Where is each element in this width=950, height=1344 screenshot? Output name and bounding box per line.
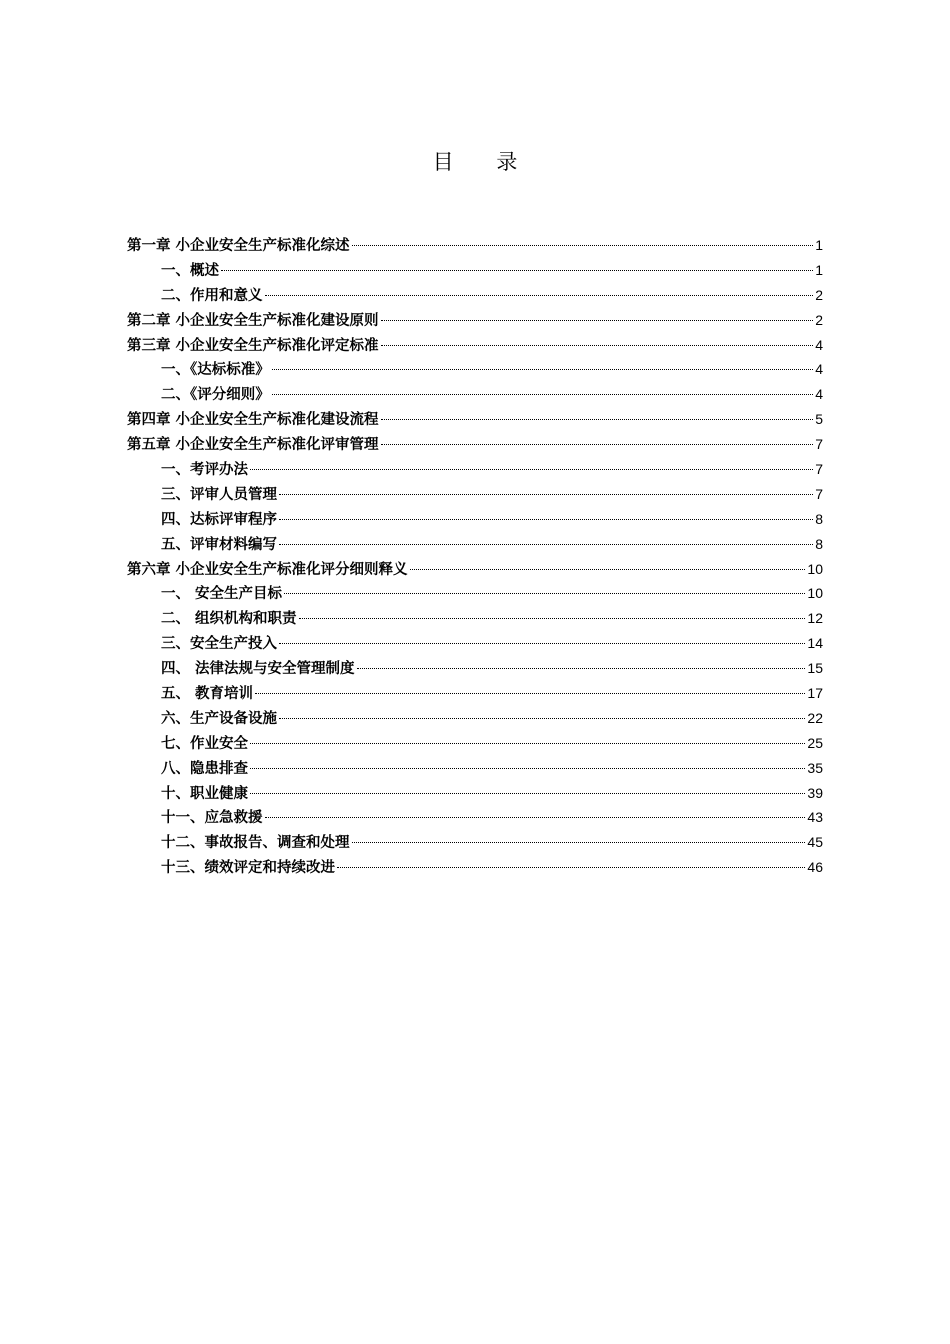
page-title: 目 录: [432, 150, 536, 174]
toc-dot-leader: [255, 693, 805, 694]
toc-dot-leader: [357, 668, 806, 669]
toc-page-number: 10: [807, 585, 823, 602]
toc-page-number: 10: [807, 560, 823, 577]
toc-entry-title: 二、作用和意义: [161, 287, 263, 304]
toc-page-number: 45: [807, 834, 823, 851]
toc-page-number: 39: [807, 784, 823, 801]
toc-entry-title: 十、职业健康: [161, 785, 248, 802]
toc-section-entry[interactable]: [127, 258, 823, 283]
toc-chapter-entry[interactable]: [127, 432, 823, 457]
toc-section-entry[interactable]: [127, 805, 823, 830]
toc-dot-leader: [299, 618, 806, 619]
table-of-contents: [127, 233, 823, 880]
toc-dot-leader: [279, 718, 805, 719]
toc-page-number: 4: [815, 336, 823, 353]
toc-entry-title: 十二、事故报告、调查和处理: [161, 835, 350, 852]
toc-entry-title: 五、评审材料编写: [161, 536, 277, 553]
toc-dot-leader: [221, 270, 813, 271]
toc-entry-title: 十一、应急救援: [161, 810, 263, 827]
toc-entry-title: 一、概述: [161, 262, 219, 279]
toc-page-number: 2: [815, 286, 823, 303]
toc-page-number: 8: [815, 510, 823, 527]
toc-dot-leader: [279, 544, 813, 545]
toc-page-number: 7: [815, 436, 823, 453]
toc-dot-leader: [352, 842, 806, 843]
toc-page-number: 25: [807, 734, 823, 751]
toc-section-entry[interactable]: [127, 457, 823, 482]
toc-dot-leader: [250, 469, 813, 470]
toc-entry-title: 一、 安全生产目标: [161, 586, 283, 603]
toc-section-entry[interactable]: [127, 830, 823, 855]
toc-section-entry[interactable]: [127, 731, 823, 756]
toc-section-entry[interactable]: [127, 631, 823, 656]
toc-chapter-entry[interactable]: [127, 308, 823, 333]
toc-page-number: 7: [815, 485, 823, 502]
toc-section-entry[interactable]: [127, 382, 823, 407]
toc-section-entry[interactable]: [127, 681, 823, 706]
toc-entry-title: 七、作业安全: [161, 735, 248, 752]
toc-entry-title: 五、 教育培训: [161, 686, 254, 703]
toc-page-number: 2: [815, 311, 823, 328]
toc-section-entry[interactable]: [127, 706, 823, 731]
toc-dot-leader: [337, 867, 805, 868]
toc-section-entry[interactable]: [127, 581, 823, 606]
toc-entry-title: 第四章 小企业安全生产标准化建设流程: [127, 412, 379, 429]
toc-dot-leader: [272, 394, 813, 395]
toc-chapter-entry[interactable]: [127, 233, 823, 258]
toc-page-number: 12: [807, 610, 823, 627]
toc-section-entry[interactable]: [127, 756, 823, 781]
toc-section-entry[interactable]: [127, 656, 823, 681]
toc-entry-title: 第二章 小企业安全生产标准化建设原则: [127, 312, 379, 329]
toc-dot-leader: [381, 320, 814, 321]
toc-entry-title: 六、生产设备设施: [161, 710, 277, 727]
toc-entry-title: 三、安全生产投入: [161, 636, 277, 653]
toc-dot-leader: [250, 793, 805, 794]
toc-entry-title: 第五章 小企业安全生产标准化评审管理: [127, 437, 379, 454]
toc-dot-leader: [284, 593, 805, 594]
toc-dot-leader: [265, 817, 806, 818]
toc-chapter-entry[interactable]: [127, 333, 823, 358]
toc-entry-title: 第六章 小企业安全生产标准化评分细则释义: [127, 561, 408, 578]
toc-entry-title: 第三章 小企业安全生产标准化评定标准: [127, 337, 379, 354]
toc-dot-leader: [381, 345, 814, 346]
toc-section-entry[interactable]: [127, 482, 823, 507]
toc-dot-leader: [250, 768, 805, 769]
toc-dot-leader: [352, 245, 814, 246]
toc-page-number: 8: [815, 535, 823, 552]
toc-section-entry[interactable]: [127, 606, 823, 631]
toc-page-number: 14: [807, 635, 823, 652]
toc-page-number: 5: [815, 411, 823, 428]
toc-page-number: 15: [807, 660, 823, 677]
toc-entry-title: 四、 法律法规与安全管理制度: [161, 661, 355, 678]
toc-dot-leader: [279, 643, 805, 644]
toc-dot-leader: [279, 494, 813, 495]
toc-page-number: 4: [815, 386, 823, 403]
toc-dot-leader: [410, 569, 806, 570]
toc-page-number: 22: [807, 709, 823, 726]
toc-page-number: 4: [815, 361, 823, 378]
toc-section-entry[interactable]: [127, 507, 823, 532]
toc-chapter-entry[interactable]: [127, 407, 823, 432]
toc-dot-leader: [381, 444, 814, 445]
toc-section-entry[interactable]: [127, 532, 823, 557]
toc-entry-title: 四、达标评审程序: [161, 511, 277, 528]
toc-page-number: 46: [807, 859, 823, 876]
toc-dot-leader: [265, 295, 814, 296]
toc-entry-title: 二、 组织机构和职责: [161, 611, 297, 628]
toc-entry-title: 十三、绩效评定和持续改进: [161, 860, 335, 877]
toc-dot-leader: [272, 369, 813, 370]
toc-chapter-entry[interactable]: [127, 557, 823, 582]
toc-dot-leader: [250, 743, 805, 744]
toc-entry-title: 八、隐患排查: [161, 760, 248, 777]
toc-section-entry[interactable]: [127, 283, 823, 308]
toc-page-number: 1: [815, 237, 823, 253]
toc-entry-title: 三、评审人员管理: [161, 486, 277, 503]
toc-entry-title: 一、《达标标准》: [161, 362, 270, 379]
toc-section-entry[interactable]: [127, 357, 823, 382]
toc-page-number: 43: [807, 809, 823, 826]
toc-section-entry[interactable]: [127, 855, 823, 880]
toc-entry-title: 第一章 小企业安全生产标准化综述: [127, 238, 350, 254]
toc-page-number: 35: [807, 759, 823, 776]
toc-page-number: 1: [815, 261, 823, 278]
toc-dot-leader: [381, 419, 814, 420]
toc-entry-title: 二、《评分细则》: [161, 387, 270, 404]
toc-section-entry[interactable]: [127, 781, 823, 806]
toc-dot-leader: [279, 519, 813, 520]
toc-entry-title: 一、考评办法: [161, 462, 248, 479]
toc-page-number: 17: [807, 685, 823, 702]
toc-page-number: 7: [815, 461, 823, 478]
